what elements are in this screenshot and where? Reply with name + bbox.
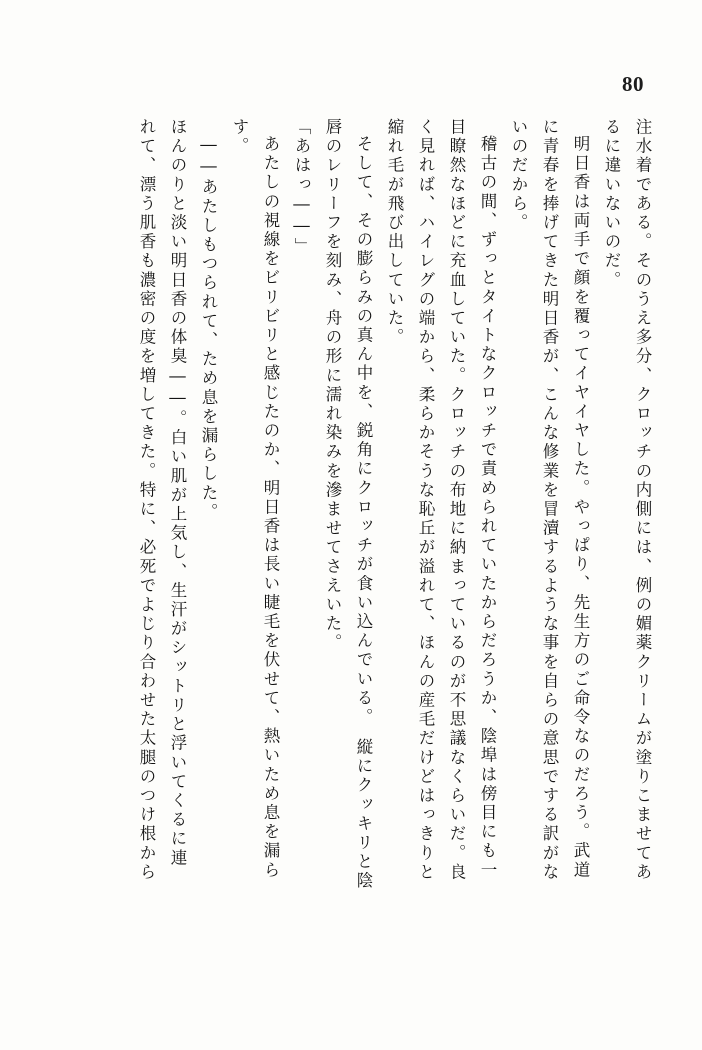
text-line: す。 [230,118,249,157]
text-line: 注水着である。そのうえ多分、クロッチの内側には、例の媚薬クリームが塗りこませてあ [633,118,652,882]
text-line: に青春を捧げてきた明日香が、こんな修業を冒瀆するような事を自らの意思でする訳がな [540,118,559,882]
text-line: 「あはっ――」 [292,118,311,257]
text-line: いのだから。 [509,118,528,233]
text-line: ――あたしもつられて、ため息を漏らした。 [199,135,218,522]
text-line: れて、漂う肌香も濃密の度を増してきた。特に、必死でよじり合わせた太腿のつけ根から [137,118,156,882]
text-line: 稽古の間、ずっとタイトなクロッチで責められていたからだろうか、陰埠は傍目にも一 [478,135,497,880]
text-line: 唇のレリーフを刻み、舟の形に濡れ染みを滲ませてさえいた。 [323,118,342,653]
text-line: く見れば、ハイレグの端から、柔らかそうな恥丘が溢れて、ほんの産毛だけどはっきりと [416,118,435,882]
body-text-block [52,118,650,1010]
text-line: 明日香は両手で顔を覆ってイヤイヤした。やっぱり、先生方のご命令なのだろう。武道 [571,135,590,880]
text-line: あたしの視線をビリビリと感じたのか、明日香は長い睫毛を伏せて、熱いため息を漏ら [261,135,280,880]
text-line: 目瞭然なほどに充血していた。クロッチの布地に納まっているのが不思議なくらいだ。良 [447,118,466,882]
page-number: 80 [622,72,644,96]
text-line: 縮れ毛が飛び出していた。 [385,118,404,348]
text-line: ほんのりと淡い明日香の体臭――。白い肌が上気し、生汗がシットリと浮いてくるに連 [168,118,187,868]
text-line: るに違いないのだ。 [602,118,621,290]
text-line: そして、その膨らみの真ん中を、鋭角にクロッチが食い込んでいる。 縦にクッキリと陰 [354,135,373,891]
